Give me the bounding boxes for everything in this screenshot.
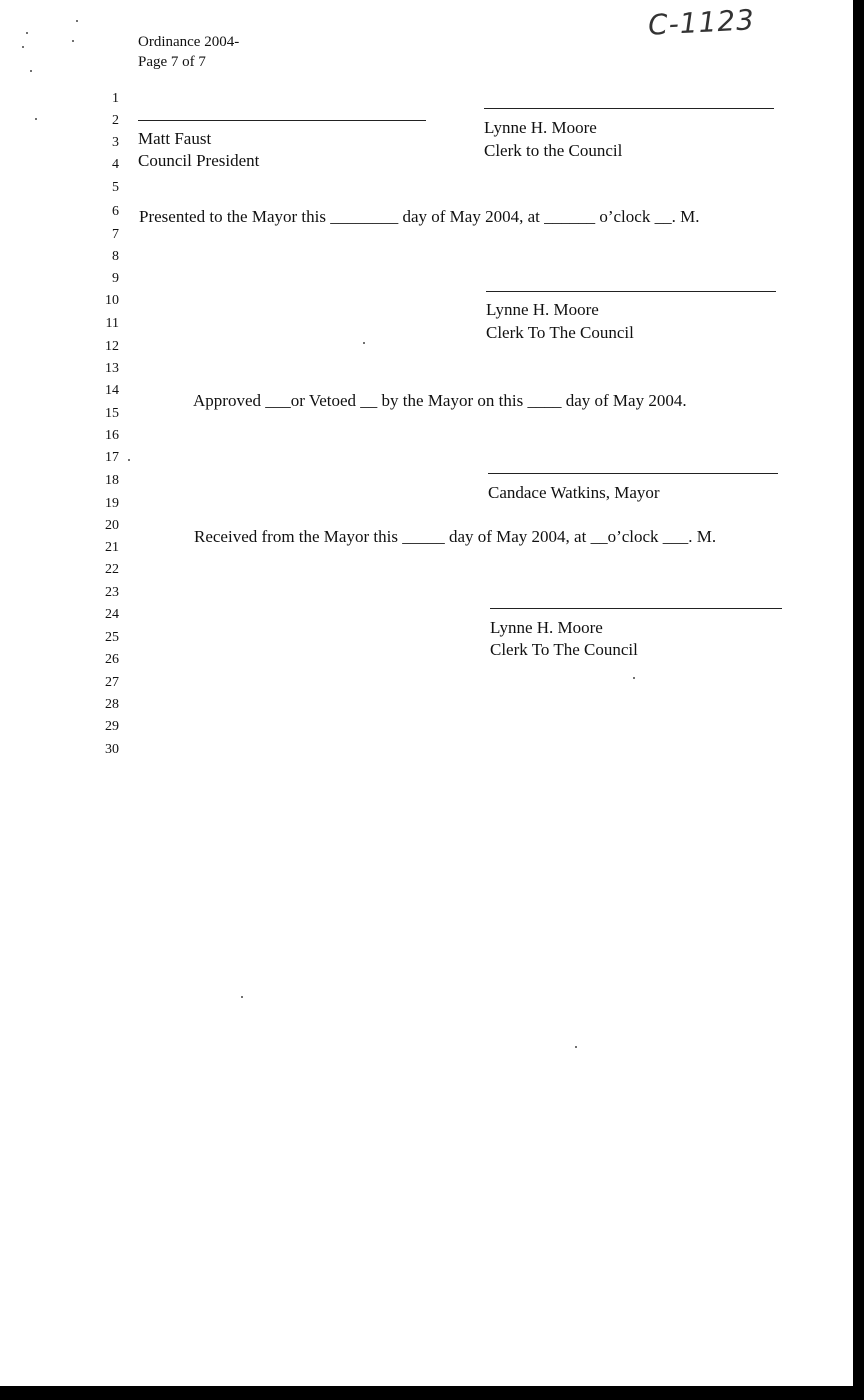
clerk-name-2: Lynne H. Moore	[486, 300, 599, 319]
approved-statement: Approved ___or Vetoed __ by the Mayor on this ____ day of May 2004.	[193, 391, 687, 410]
line-number: 9	[112, 271, 119, 286]
clerk-title-3: Clerk To The Council	[490, 640, 638, 659]
line-number: 30	[105, 742, 119, 757]
line-number: 27	[105, 675, 119, 690]
line-number: 12	[105, 339, 119, 354]
scan-speck	[26, 32, 28, 34]
scan-border-bottom	[0, 1386, 864, 1400]
line-number: 21	[105, 540, 119, 555]
line-number: 24	[105, 607, 119, 622]
line-number: 16	[105, 428, 119, 443]
line-number: 13	[105, 361, 119, 376]
clerk-title-1: Clerk to the Council	[484, 141, 623, 160]
scan-speck	[128, 459, 130, 461]
line-number: 15	[105, 406, 119, 421]
page-number: Page 7 of 7	[138, 54, 206, 70]
line-number: 6	[112, 204, 119, 219]
line-number: 22	[105, 562, 119, 577]
line-number: 26	[105, 652, 119, 667]
presented-statement: Presented to the Mayor this ________ day of May 2004, at ______ o’clock __. M.	[139, 207, 700, 226]
ordinance-number: Ordinance 2004-	[138, 34, 240, 50]
clerk-signature-line-2[interactable]	[486, 291, 776, 292]
line-number: 28	[105, 697, 119, 712]
clerk-name-3: Lynne H. Moore	[490, 618, 603, 637]
line-number: 25	[105, 630, 119, 645]
line-number: 2	[112, 113, 119, 128]
line-number: 10	[105, 293, 119, 308]
clerk-signature-line-3[interactable]	[490, 608, 782, 609]
mayor-signature-line[interactable]	[488, 473, 778, 474]
scan-speck	[241, 996, 243, 998]
scan-speck	[363, 342, 365, 344]
received-statement: Received from the Mayor this _____ day of May 2004, at __o’clock ___. M.	[194, 527, 717, 546]
president-name: Matt Faust	[138, 129, 212, 148]
clerk-title-2: Clerk To The Council	[486, 323, 634, 342]
line-number: 17	[105, 450, 119, 465]
clerk-name-1: Lynne H. Moore	[484, 118, 597, 137]
line-number: 14	[105, 383, 119, 398]
line-number: 29	[105, 719, 119, 734]
line-number: 19	[105, 496, 119, 511]
scan-speck	[30, 70, 32, 72]
line-number: 7	[112, 227, 119, 242]
line-number: 8	[112, 249, 119, 264]
scan-border-right	[853, 0, 864, 1400]
line-number: 4	[112, 157, 119, 172]
line-number: 1	[112, 91, 119, 106]
scan-speck	[633, 677, 635, 679]
handwritten-document-number: C-1123	[647, 3, 756, 42]
scan-speck	[72, 40, 74, 42]
scan-speck	[575, 1046, 577, 1048]
line-number: 18	[105, 473, 119, 488]
mayor-name: Candace Watkins, Mayor	[488, 483, 660, 502]
line-number: 11	[105, 316, 119, 331]
president-title: Council President	[138, 151, 260, 170]
president-signature-line[interactable]	[138, 120, 426, 121]
line-number: 3	[112, 135, 119, 150]
clerk-signature-line-1[interactable]	[484, 108, 774, 109]
scan-speck	[76, 20, 78, 22]
scan-speck	[35, 118, 37, 120]
line-number: 5	[112, 180, 119, 195]
line-number: 23	[105, 585, 119, 600]
scan-speck	[22, 46, 24, 48]
line-number: 20	[105, 518, 119, 533]
